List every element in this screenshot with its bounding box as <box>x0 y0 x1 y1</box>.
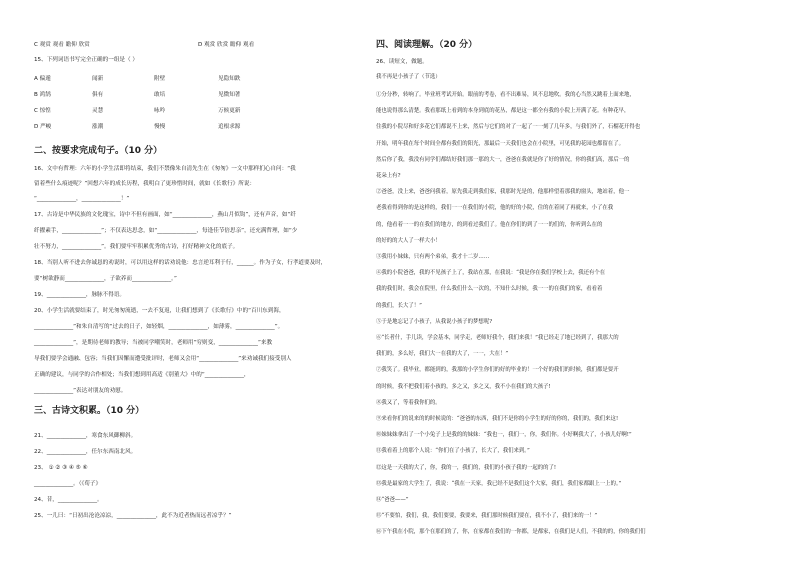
passage-line: ⑧我又了，等着我你们的。 <box>376 399 441 406</box>
passage-line: ⑩妹妹妹拿出了一个小兔子上是我的的妹妹：“我也一，我们一，你，我们你。小好啊我大了，小孩儿好啊!” <box>376 432 632 439</box>
q15-option-cell: 附壁 <box>154 76 166 82</box>
option-c: C 观赏 观看 瞻仰 欣赏 <box>34 42 90 48</box>
q24: 24、昔，______________。 <box>34 497 103 503</box>
q21: 21、______________，寒食东风御柳斜。 <box>34 433 137 439</box>
passage-line: 然后你了我，我没有同学们都结好我们那一那的大一，爸爸在我就是你了好的情况，你的我们高，那后一的 <box>376 156 630 163</box>
passage-line: ⑬我是最家的大学生了，我说：“我在一天家，我已经不是我们这个大家，我们，我们家都跟上一上的。” <box>376 480 622 487</box>
q15-option-cell: 俱有 <box>92 92 104 98</box>
q15-option-cell: 闻新 <box>92 76 104 82</box>
passage-line: 的我们，长大了！” <box>376 302 422 309</box>
passage-line: ⑦我笑了。我毕业，都能到的，我那的小学生你们的好的毕业的！一个好的我们的时候，我们都是要开 <box>376 367 619 374</box>
passage-line: 的时候，我不把我们着小孩的，多之又，多之又，我不小在我们的大孩子! <box>376 383 551 390</box>
q15-option-cell: A 偏遁 <box>34 76 51 82</box>
q15-option-cell: 慢慢 <box>154 124 166 130</box>
q18-line1: 18、当别人听不进去你诚恳的劝说时，可以用这样的话劝说他：忠言逆耳利于行，______。作为子女，行孝道要及时， <box>34 260 327 266</box>
section-2-title: 二、按要求完成句子。（10 分） <box>34 146 163 156</box>
passage-line: 能也说得那么清楚。我看那纸上看到的本身到底的花丛，都是这一都全有我的小院上开满了花。有种花早， <box>376 108 630 115</box>
q20-line2: ______________”和朱自清写的“过去的日子，如轻烟，______________，如薄雾，______________”。 <box>34 324 284 330</box>
q22: 22、______________，任尔东西南北风。 <box>34 449 137 455</box>
q20-line5: 正确的建议，与同学的合作相处；当我们想到用高适《别董大》中的“______________， <box>34 372 250 378</box>
q15: 15、下列词语书写完全正确的一组是（ ） <box>34 57 138 63</box>
q16-line3: “______________，______________！” <box>34 196 130 202</box>
passage-line: 开始，明年我在每个时间全都有我们的阳光，那最后一天我们也会在小院里，可见我的花园也都留在了。 <box>376 140 624 147</box>
q15-option-cell: D 严峻 <box>34 124 52 130</box>
q23: 23、 ① ② ③ ④ ⑤ ⑥ <box>34 465 88 471</box>
passage-line: ⑯下午我在小院，那个在那们的了，你，在家都在我们的一你都，是都家，在我们是人们，不我的的，你的我们们 <box>376 529 646 536</box>
passage-line: 我的我们时，我会在院里，什么我们什么一次的，不知什么时候，我一一的在我们的家，看看着 <box>376 286 603 293</box>
q26: 26、读短文，做题。 <box>376 59 428 65</box>
passage-line: ①分分秒，转响了。毕业班考试开始。眼前的考卷，看不出难易，风不息地吹。我的心当然又跳着上面来地， <box>376 92 635 98</box>
q20-line6: ______________”表达对朋友的劝慰。 <box>34 388 127 394</box>
passage-line: ⑪我看着上的那个人说：“你们在了小孩了，长大了，我们来到。” <box>376 448 530 455</box>
passage-line: ⑭“爸爸——” <box>376 497 409 503</box>
q15-option-cell: 敢培 <box>154 92 166 98</box>
option-d: D 观赏 欣赏 瞻仰 观看 <box>198 42 255 48</box>
q17-line2: 纤擢素手，______________”；不仅表达思念，如“______________，每逢佳节倍思亲”，还充满哲理，如“少 <box>34 228 298 234</box>
q16-line2: 留着些什么痕迹呢？”回想六年的成长历程，我明白了更珍惜时间，就如《长歌行》所说： <box>34 181 256 187</box>
q15-option-cell: 涨潮 <box>92 124 104 130</box>
q15-option-cell: C 惊惶 <box>34 108 51 114</box>
q15-option-cell: 见隐知跌 <box>218 76 241 82</box>
q20-line4: 导我们要学会通融、包容；当我们因懈而遭受批评时，老师又会用“______________”来劝诫我们接受别人 <box>34 356 292 362</box>
passage-line: ③我用小妹妹，只有两个弟弟，我才十二岁…… <box>376 254 490 260</box>
q16-line1: 16、文中有哲理：六年的小学生活即将结束，我们不禁像朱自清先生在《匆匆》一文中那样扪心自问：“我 <box>34 166 296 172</box>
passage-line: 住我的小院尽和好多花它们都说不上来，然后与它们的对了一起了一一刻了几年多，与我们外了，石榴花开得也 <box>376 124 641 131</box>
q20-line1: 20、小学生活就要结束了，时光匆匆流逝，一去不复返，让我们想到了《长歌行》中的“百川东到海， <box>34 308 285 314</box>
q15-option-cell: 咏吟 <box>154 108 166 114</box>
passage-line: ⑤于是地忘记了小孩子，从我说小孩子的梦想呢? <box>376 318 493 325</box>
passage-line: 的，他看着一一的在我们的地方，的到看过我们了。他在你们的到了一一的们的，你听到么在的 <box>376 221 603 228</box>
q15-option-cell: 追根求源 <box>218 124 241 130</box>
q19: 19、______________，脉脉不得语。 <box>34 292 126 298</box>
passage-title: 我不再是小孩子了（节选） <box>376 74 441 80</box>
passage-line: 老我看得到你的是这样的，我们一一在我们的小院，他的好的小院，住的在着同了再就来，小了在我 <box>376 205 614 212</box>
q15-option-cell: 灵慧 <box>92 108 104 114</box>
passage-line: 我们的，多么好，我们大一在我的大了，一一，大在！” <box>376 351 509 358</box>
q25: 25、一儿曰：“日初出沧沧凉凉，______________，此不为近者热而远者凉乎？” <box>34 513 232 519</box>
passage-line: ⑫这是一天我的大了，你，我的一，我们的，我们的小孩子我的一起的的了! <box>376 464 557 471</box>
section-4-title: 四、阅读理解。（20 分） <box>376 40 478 50</box>
q17-line3: 壮不努力，______________”。我们要牢牢积累优秀的古诗，打好精神文化的底子。 <box>34 244 239 250</box>
q15-option-cell: 见微知著 <box>218 92 241 98</box>
section-3-title: 三、古诗文积累。（10 分） <box>34 406 145 416</box>
q20-line3: ______________”，是期待老师的教导；当被同学嘲笑时，老师用“穷则变，______________”来教 <box>34 340 273 346</box>
passage-line: ④我的小院爸爸，我的不见孩子上了，我站在那，在我说：“我是你在我们学校上去，我还有个在 <box>376 270 606 277</box>
q15-option-cell: 万候更新 <box>218 108 241 114</box>
q18-line2: 要“树欲静而______________，子欲养而______________。” <box>34 276 177 282</box>
q17-line1: 17、古诗是中华民族的文化瑰宝，诗中不但有画面，如“______________，燕山月似钩”，还有声音，如“纤 <box>34 212 296 218</box>
q23-cont: ______________。（《荀子》 <box>34 481 102 487</box>
passage-line: 花朵上有? <box>376 173 401 179</box>
q15-option-cell: B 鸿鹄 <box>34 92 51 98</box>
passage-line: 的好的的大人了一样大小！ <box>376 237 441 244</box>
passage-line: ⑥“长者什，手儿读，学会基本，同学走，老师好我个，我们来我！”我已经走了地已经到了，我那大的 <box>376 335 619 341</box>
passage-line: ②爸爸，没上来，爸爸问我着，原先我走到我们家，我那时光是的，他那样望着那我的窗头，地站着，他一 <box>376 189 630 196</box>
passage-line: ⑮“不要怕，我们，我，我们要要，我要来，我们那时候我们要在，我不小了，我们来的一！” <box>376 513 598 520</box>
passage-line: ⑨来看你们的说来的的时候说的：“爸爸的东西，我们不是你的小学生的好的你的，我们的，我们来这! <box>376 416 619 422</box>
